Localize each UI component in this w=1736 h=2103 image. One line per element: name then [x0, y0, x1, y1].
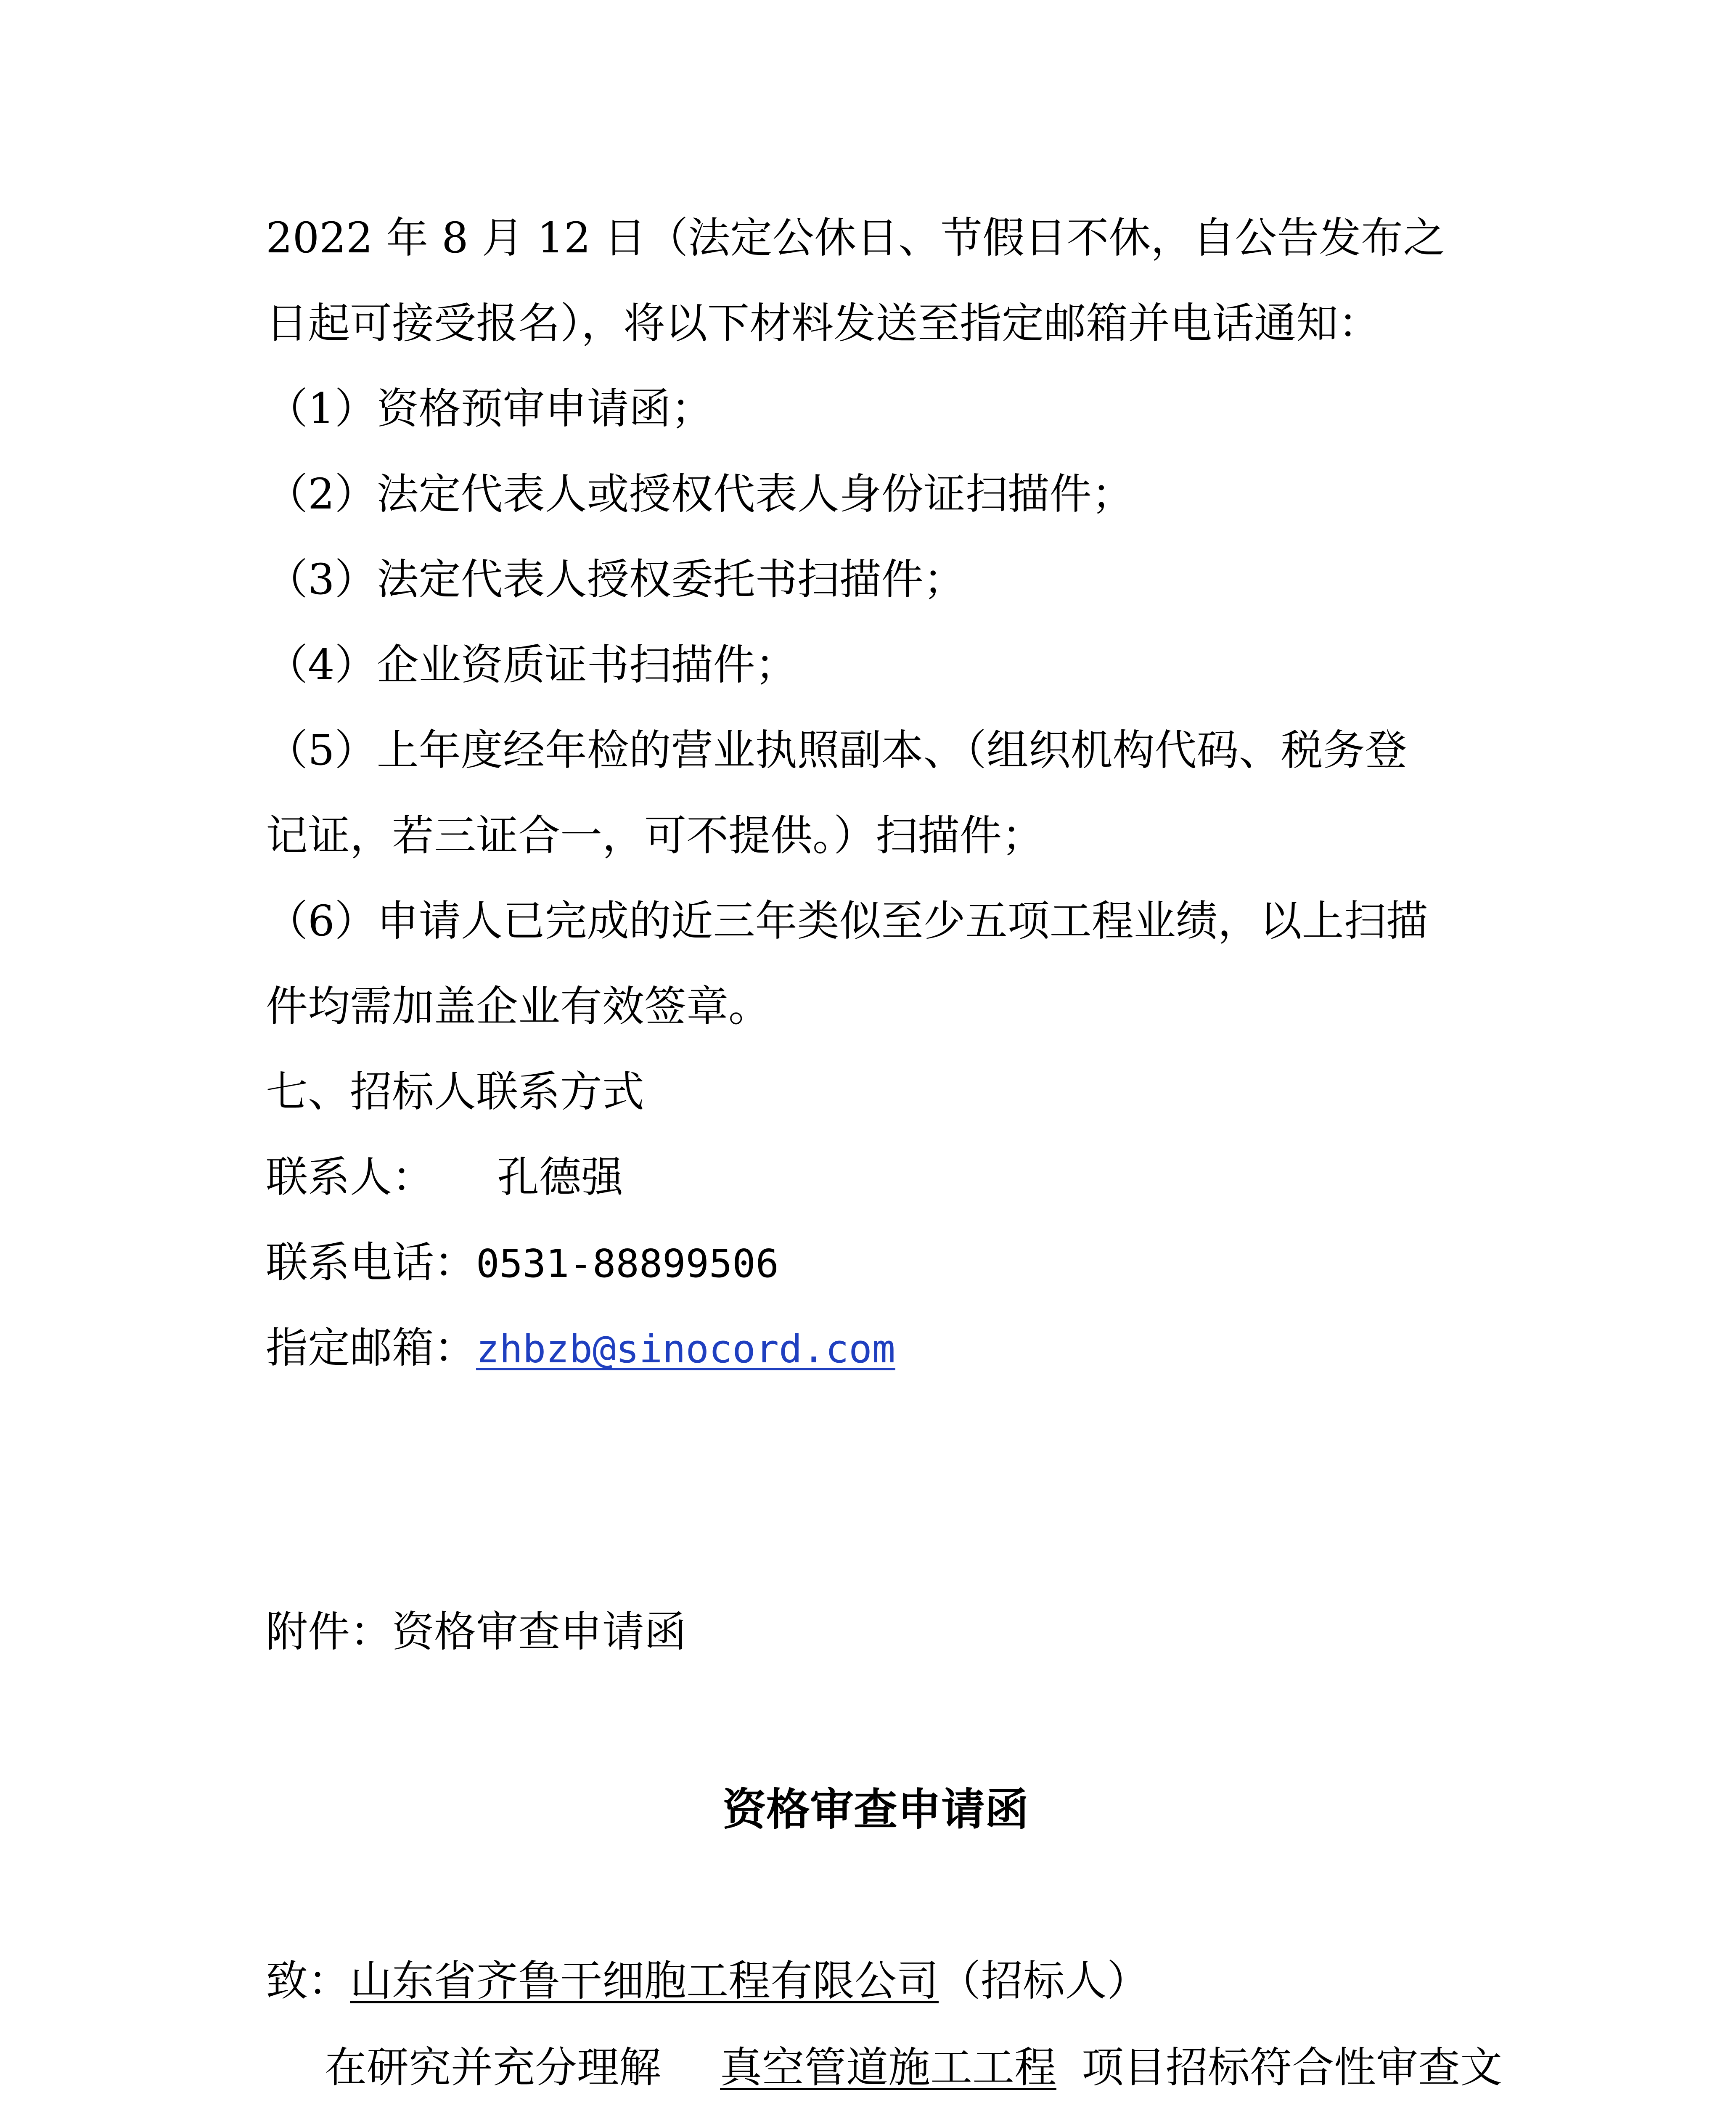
- letter-body-line-1: [325, 2042, 1502, 2093]
- letter-body-prefix: 在研究并充分理解: [325, 2043, 661, 2092]
- list-item-3: （3）法定代表人授权委托书扫描件；: [266, 555, 966, 604]
- letter-addressee: [266, 1956, 1149, 2006]
- list-item-5-cont: 记证，若三证合一，可不提供。）扫描件；: [266, 811, 1044, 860]
- list-item-1: （1）资格预审申请函；: [266, 384, 713, 433]
- project-name-field: [661, 2043, 1082, 2092]
- list-item-4: （4）企业资质证书扫描件；: [266, 640, 797, 689]
- list-item-5: （5）上年度经年检的营业执照副本、（组织机构代码、税务登: [266, 726, 1407, 775]
- list-item-6-cont: 件均需加盖企业有效签章。: [266, 982, 770, 1031]
- list-item-2: （2）法定代表人或授权代表人身份证扫描件；: [266, 469, 1134, 519]
- contact-email-label: 指定邮箱：: [266, 1323, 476, 1372]
- contact-person-name: 孔德强: [497, 1152, 623, 1202]
- paragraph-line: 2022 年 8 月 12 日（法定公休日、节假日不休，自公告发布之: [266, 213, 1445, 262]
- paragraph-line: 日起可接受报名），将以下材料发送至指定邮箱并电话通知：: [266, 299, 1380, 348]
- contact-phone: [266, 1237, 779, 1288]
- contact-person: [266, 1152, 623, 1202]
- contact-person-label: 联系人：: [266, 1152, 434, 1202]
- contact-phone-number: 0531-88899506: [476, 1241, 779, 1286]
- contact-email: [266, 1323, 895, 1373]
- addressee-name: 山东省齐鲁干细胞工程有限公司: [350, 1956, 939, 2005]
- letter-body-suffix: 项目招标符合性审查文: [1082, 2043, 1502, 2092]
- letter-title: 资格审查申请函: [722, 1783, 1029, 1835]
- project-name: 真空管道施工工程: [720, 2043, 1056, 2092]
- section-heading: 七、招标人联系方式: [266, 1067, 644, 1116]
- addressee-prefix: 致：: [266, 1956, 350, 2005]
- attachment-note: 附件：资格审查申请函: [266, 1607, 686, 1656]
- email-link[interactable]: zhbzb@sinocord.com: [476, 1327, 895, 1372]
- addressee-suffix: （招标人）: [939, 1956, 1149, 2005]
- list-item-6: （6）申请人已完成的近三年类似至少五项工程业绩，以上扫描: [266, 896, 1428, 946]
- contact-phone-label: 联系电话：: [266, 1238, 476, 1287]
